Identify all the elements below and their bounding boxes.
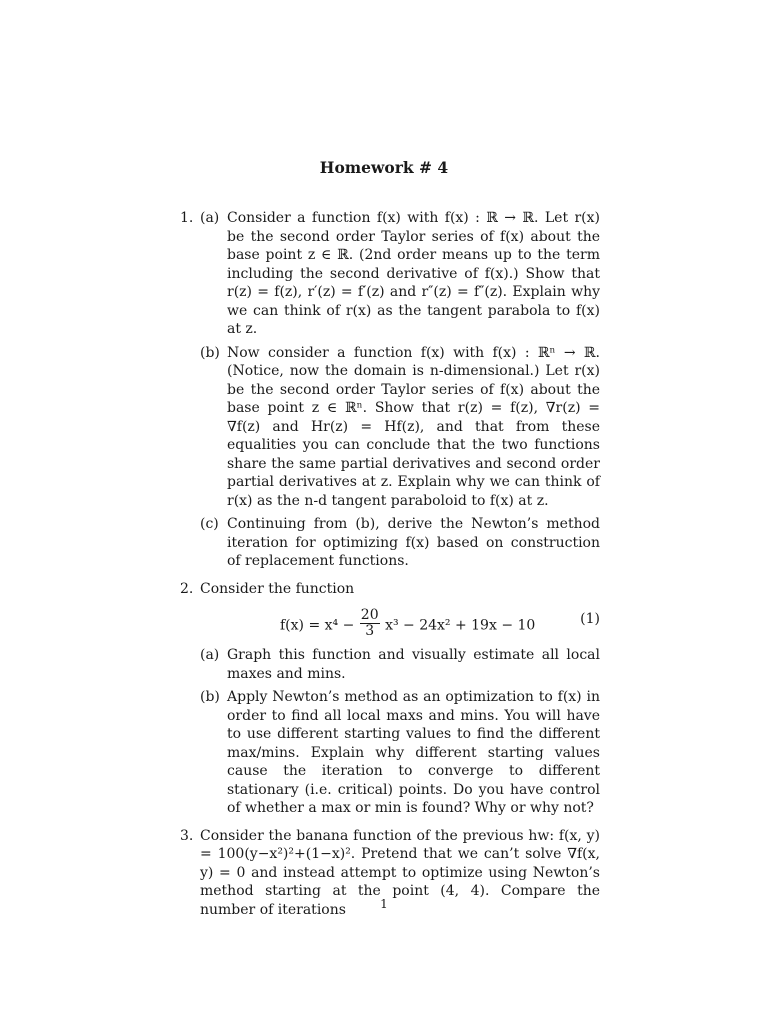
problem-2-intro: Consider the function	[200, 580, 355, 597]
part-text: Graph this function and visually estimate all local maxes and mins.	[227, 647, 600, 682]
problem-number: 2.	[180, 580, 194, 597]
problem-1c	[200, 515, 600, 571]
page-number: 1	[380, 897, 388, 911]
fraction-numerator: 20	[360, 607, 379, 623]
problem-2b	[200, 688, 600, 818]
problem-1-parts	[200, 209, 600, 571]
fraction-denominator: 3	[365, 623, 375, 639]
part-text: Apply Newton’s method as an optimization to f(x) in order to find all local maxs and mins. You will have to use different starting values to find the different max/mins. Explain why different starting values cause the iteration to converge to different stationary (i.e. critical) points. Do you have control of whether a max or min is found? Why or why not?	[227, 689, 600, 816]
equation-body	[280, 607, 536, 641]
part-letter: (c)	[200, 516, 219, 532]
equation-rhs: x³ − 24x² + 19x − 10	[385, 617, 536, 634]
part-letter: (b)	[200, 689, 220, 705]
equation-label: (1)	[580, 611, 600, 627]
problem-2-parts	[200, 646, 600, 818]
problem-2	[180, 580, 600, 818]
equation-lhs: f(x) = x⁴ −	[280, 617, 355, 634]
page-title: Homework # 4	[319, 158, 449, 177]
part-text: Consider a function f(x) with f(x) : ℝ → ℝ. Let r(x) be the second order Taylor series of f(x) about the base point z ∈ ℝ. (2nd order means up to the term including the second derivative of f(x).) Show that r(z) = f(z), r′(z) = f′(z) and r″(z) = f″(z). Explain why we can think of r(x) as the tangent parabola to f(x) at z.	[227, 210, 600, 337]
equation-1	[200, 600, 600, 642]
problem-number: 1.	[180, 210, 194, 226]
problem-1b	[200, 344, 600, 511]
part-letter: (b)	[200, 344, 220, 361]
equation-fraction	[360, 608, 380, 639]
homework-body	[180, 207, 600, 928]
problem-2a	[200, 646, 600, 683]
problem-3-text: Consider the banana function of the previous hw: f(x, y) = 100(y−x²)²+(1−x)². Pretend that we can’t solve ∇f(x, y) = 0 and instead attempt to optimize using Newton’s method starting at the point (4, 4). Compare the number of iterations	[200, 827, 600, 918]
part-letter: (a)	[200, 647, 220, 663]
problem-1	[180, 209, 600, 571]
problem-1a	[200, 209, 600, 339]
part-text: Now consider a function f(x) with f(x) : ℝⁿ → ℝ. (Notice, now the domain is n-dimensional.) Let r(x) be the second order Taylor series of f(x) about the base point z ∈ ℝⁿ. Show that r(z) = f(z), ∇r(z) = ∇f(z) and Hr(z) = Hf(z), and that from these equalities you can conclude that the two functions share the same partial derivatives and second order partial derivatives at z. Explain why we can think of r(x) as the n-d tangent paraboloid to f(x) at z.	[227, 344, 600, 509]
part-letter: (a)	[200, 210, 220, 226]
part-text: Continuing from (b), derive the Newton’s method iteration for optimizing f(x) based on construction of replacement functions.	[227, 516, 600, 569]
problem-number: 3.	[180, 827, 194, 844]
